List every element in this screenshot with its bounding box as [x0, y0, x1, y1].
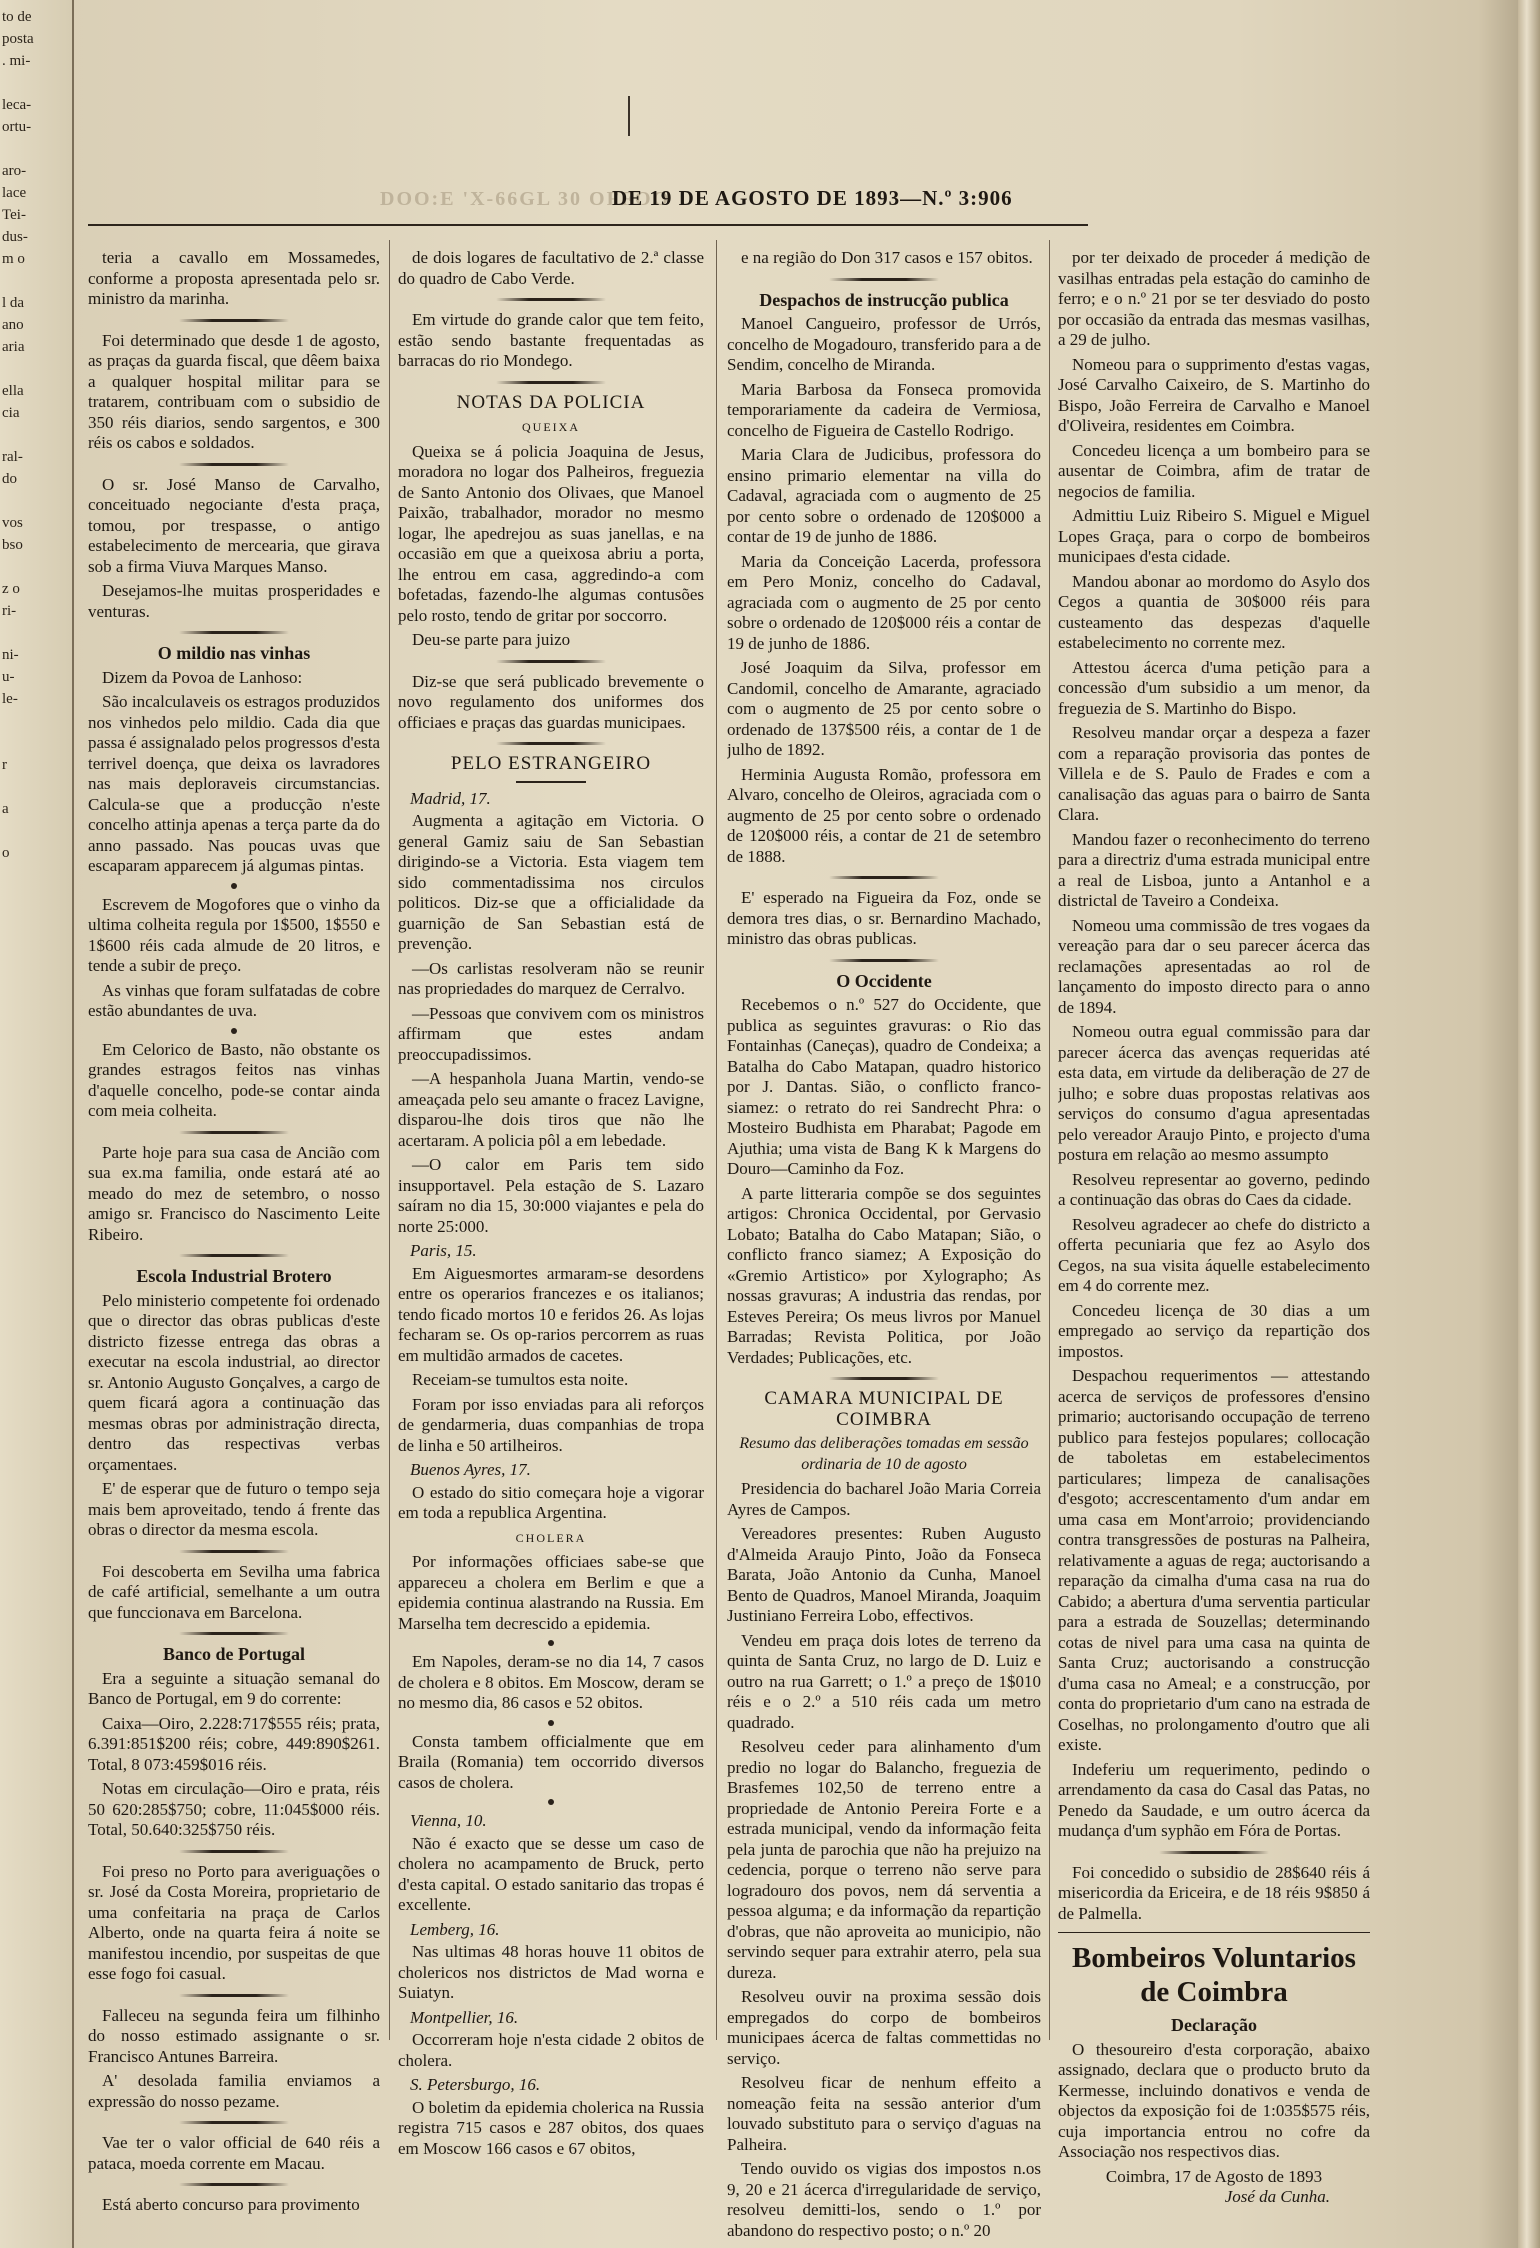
- paragraph: Em virtude do grande calor que tem feito, estão sendo bastante frequentadas as barracas do rio Mondego.: [398, 310, 704, 370]
- paragraph: Resolveu representar ao governo, pedindo a continuação das obras do Caes da cidade.: [1058, 1169, 1370, 1209]
- paragraph: O estado do sitio começara hoje a vigorar em toda a republica Argentina.: [398, 1482, 704, 1522]
- rule-separator: [496, 298, 606, 301]
- paragraph: Mandou fazer o reconhecimento do terreno para a directriz d'uma estrada municipal entre a real de Lisboa, junto a Antanhol e a districtal de Taveiro a Condeixa.: [1058, 829, 1370, 910]
- rule-separator: [179, 631, 289, 634]
- paragraph: Nas ultimas 48 horas houve 11 obitos de cholericos nos districtos de Mad worna e Suiatyn.: [398, 1942, 704, 2002]
- rule-separator: [516, 781, 586, 783]
- paragraph: Resolveu ceder para alinhamento d'um predio no logar do Balancho, freguezia de Brasfemes 102,50 de terreno entre a propriedade de Antonio Pereira Forte e a estrada municipal, vendo da informação feita pela junta de parochia que não ha prejuizo na cedencia, porque o terreno não serve para logradouro dos povos, nem dá serventia a pessoa alguma; e da informação da repartição d'obras, que não aproveita ao municipio, não servindo sequer para extrahir aterro, pela sua dureza.: [727, 1737, 1041, 1982]
- paragraph: Resolveu agradecer ao chefe do districto a offerta pecuniaria que fez ao Asylo dos Cegos, na sua visita áquelle estabelecimento em 4 do corrente mez.: [1058, 1214, 1370, 1295]
- header-date-issue: DE 19 DE AGOSTO DE 1893—N.º 3:906: [612, 186, 1013, 210]
- dateline: Madrid, 17.: [410, 788, 491, 808]
- paragraph: Era a seguinte a situação semanal do Banco de Portugal, em 9 do corrente:: [88, 1668, 380, 1708]
- rule-separator: [179, 319, 289, 322]
- dateline: Lemberg, 16.: [410, 1919, 500, 1939]
- paragraph: Nomeou outra egual commissão para dar parecer ácerca das avenças requeridas até esta data, em virtude da deliberação de 27 de julho; e sobre duas propostas relativas aos serviços do consumo d'agua apresentadas pelo vereador Araujo Pinto, e projecto d'uma postura em relação ao mesmo assumpto: [1058, 1022, 1370, 1164]
- paragraph: Resolveu ouvir na proxima sessão dois empregados do corpo de bombeiros municipaes ácerca de faltas commettidas no serviço.: [727, 1987, 1041, 2068]
- paragraph: As vinhas que foram sulfatadas de cobre estão abundantes de uva.: [88, 980, 380, 1020]
- paragraph: José Joaquim da Silva, professor em Candomil, concelho de Amarante, agraciado com o augmento de 25 por cento sobre o ordenado de 137$500 réis, a contar de 1 de julho de 1892.: [727, 658, 1041, 759]
- paragraph: Pelo ministerio competente foi ordenado que o director das obras publicas d'este districto fizesse entrega das obras a executar na escola industrial, ao director sr. Antonio Augusto Gonçalves, a cargo de quem ficará agora a continuação das mesmas obras por administração directa, dentro das respectivas verbas orçamentaes.: [88, 1290, 380, 1474]
- paragraph: Augmenta a agitação em Victoria. O general Gamiz saiu de San Sebastian dirigindo-se a Victoria. Esta viagem tem sido commentadissima nos circulos politicos. Diz-se que a officialidade da guarnição de San Sebastian está de prevenção.: [398, 811, 704, 953]
- section-heading: Escola Industrial Brotero: [136, 1266, 332, 1286]
- dot-separator: [548, 1720, 554, 1726]
- paragraph: —Os carlistas resolveram não se reunir nas propriedades do marquez de Cerralvo.: [398, 958, 704, 998]
- paragraph: Falleceu na segunda feira um filhinho do nosso estimado assignante o sr. Francisco Antunes Barreira.: [88, 2005, 380, 2066]
- ink-mark: [628, 96, 630, 136]
- paragraph: São incalculaveis os estragos produzidos nos vinhedos pelo mildio. Cada dia que passa é assignalado pelos progressos d'esta terrivel doença, que deixa os lavradores nas mais deploraveis circumstancias. Calcula-se que a producção n'este concelho attinja apenas a terça parte da do anno passado. Nas poucas uvas que escaparam apparecem já algumas pintas.: [88, 692, 380, 875]
- paragraph: O thesoureiro d'esta corporação, abaixo assignado, declara que o producto bruto da Kermesse, incluindo donativos e venda de objectos da exposição foi de 1:035$575 réis, cuja importancia entrou no cofre da Associação nos respectivos dias.: [1058, 2039, 1370, 2161]
- paragraph: Escrevem de Mogofores que o vinho da ultima colheita regula por 1$500, 1$550 e 1$600 réis cada almude de 20 litros, e tende a subir de preço.: [88, 894, 380, 975]
- rule-separator: [179, 2183, 289, 2186]
- dateline: Vienna, 10.: [410, 1811, 487, 1830]
- paragraph: Não é exacto que se desse um caso de cholera no acampamento de Bruck, perto d'esta capital. O estado sanitario das tropas é excellente.: [398, 1833, 704, 1914]
- rule-separator: [179, 1550, 289, 1553]
- paragraph: Attestou ácerca d'uma petição para a concessão d'um subsidio a um menor, da freguezia de S. Martinho do Bispo.: [1058, 657, 1370, 718]
- rule-separator: [829, 959, 939, 962]
- paragraph: Resolveu ficar de nenhum effeito a nomeação feita na sessão anterior d'um louvado substituto para o serviço d'aguas na Palheira.: [727, 2073, 1041, 2154]
- paragraph: A' desolada familia enviamos a expressão do nosso pezame.: [88, 2071, 380, 2111]
- paragraph: Tendo ouvido os vigias dos impostos n.os 9, 20 e 21 ácerca d'irregularidade de serviço, resolveu demitti-los, sendo o 1.º por abandono do respectivo posto; o n.º 20: [727, 2159, 1041, 2240]
- paragraph: Vendeu em praça dois lotes de terreno da quinta de Santa Cruz, no largo de D. Luiz e outro na rua Garrett; o 1.º a preço de 1$010 réis e o 2.º a 510 réis cada um metro quadrado.: [727, 1630, 1041, 1732]
- paragraph: Recebemos o n.º 527 do Occidente, que publica as seguintes gravuras: o Rio das Fontainhas (Caneças), quadro de Condeixa; a Batalha do Cabo Matapan, quadro historico por J. Dantas. Sião, o conflicto franco-siamez: o retrato do rei Sandrecht Phra: o Mosteiro Budhista em Pharabat; Pagode em Ajuthia; uma vista de Bang K k Margens do Douro—Caminho da Foz.: [727, 995, 1041, 1178]
- rule-separator: [496, 742, 606, 745]
- rule-separator: [179, 1994, 289, 1997]
- column-1: [88, 248, 380, 2220]
- column-4: [1058, 248, 1370, 2208]
- paragraph: Deu-se parte para juizo: [412, 630, 571, 649]
- rule-separator: [179, 1254, 289, 1257]
- paragraph: Foram por isso enviadas para ali reforços de gendarmeria, duas companhias de tropa de linha e 50 artilheiros.: [398, 1394, 704, 1455]
- paragraph: Em Aiguesmortes armaram-se desordens entre os operarios francezes e os italianos; tendo ficado mortos 10 e feridos 26. As lojas fecharam se. Os op-rarios percorrem as ruas em multidão armados de cacetes.: [398, 1263, 704, 1365]
- dateline: Paris, 15.: [410, 1241, 477, 1260]
- paragraph: Resolveu mandar orçar a despeza a fazer com a reparação provisoria das pontes de Villela e de S. Paulo de Frades e com a canalisação das aguas para o bairro de Santa Clara.: [1058, 723, 1370, 824]
- paragraph: Maria Barbosa da Fonseca promovida temporariamente da cadeira de Vermiosa, concelho de Figueira de Castello Rodrigo.: [727, 379, 1041, 440]
- notice-date: Coimbra, 17 de Agosto de 1893: [1105, 2166, 1323, 2186]
- rule-separator: [179, 1850, 289, 1853]
- section-title: PELO ESTRANGEIRO: [450, 753, 652, 774]
- paragraph: Indeferiu um requerimento, pedindo o arrendamento da casa do Casal das Patas, no Penedo da Saudade, e um outro ácerca da mudança d'um syphão em Fóra de Portas.: [1058, 1759, 1370, 1840]
- paragraph: Foi concedido o subsidio de 28$640 réis á misericordia da Ericeira, e de 18 réis 9$850 á de Palmella.: [1058, 1862, 1370, 1923]
- paragraph: Desejamos-lhe muitas prosperidades e venturas.: [88, 581, 380, 621]
- paragraph: Vereadores presentes: Ruben Augusto d'Almeida Araujo Pinto, João da Fonseca Barata, João Antonio da Cunha, Manoel Bento de Quadros, Manoel Miranda, Joaquim Justiniano Ferreira Lobo, effectivos.: [727, 1524, 1041, 1625]
- rule-separator: [829, 1377, 939, 1380]
- dot-separator: [548, 1799, 554, 1805]
- paragraph: Concedeu licença a um bombeiro para se ausentar de Coimbra, afim de tratar de negocios de familia.: [1058, 440, 1370, 501]
- paragraph: Nomeou uma commissão de tres vogaes da vereação para dar o seu parecer ácerca das reclamações apresentadas ao rol de lançamento do imposto directo para o anno de 1894.: [1058, 915, 1370, 1017]
- paragraph: Mandou abonar ao mordomo do Asylo dos Cegos a quantia de 30$000 réis para custeamento das despezas d'aquelle estabelecimento no corrente mez.: [1058, 571, 1370, 652]
- paragraph: O sr. José Manso de Carvalho, conceituado negociante d'esta praça, tomou, por trespasse, o antigo estabelecimento de mercearia, que girava sob a firma Viuva Marques Manso.: [88, 474, 380, 576]
- paragraph: Receiam-se tumultos esta noite.: [412, 1370, 629, 1389]
- paragraph: Foi preso no Porto para averiguações o sr. José da Costa Moreira, proprietario de uma confeitaria na praça de Carlos Alberto, onde na quarta feira á noite se manifestou incendio, por suspeitas de que esse fogo foi casual.: [88, 1861, 380, 1983]
- section-heading: Despachos de instrucção publica: [759, 289, 1009, 310]
- page-right-edge: [1518, 0, 1540, 2248]
- section-heading: O mildio nas vinhas: [157, 643, 311, 663]
- header-rule: [88, 224, 1088, 226]
- section-title: NOTAS DA POLICIA: [456, 391, 646, 413]
- dateline: S. Petersburgo, 16.: [410, 2075, 541, 2094]
- paragraph: Despachou requerimentos — attestando acerca de serviços de professores d'ensino primario; auctorisando occupação de terreno publico para festejos populares; collocação de taboletas em estabelecimentos particulares; limpeza de canalisações d'esgoto; accrescentamento d'um andar em uma casa em Mont'arroio; providenciando contra transgressões de posturas na Palheira, relativamente a aguas de rega; auctorisando a reparação da cimalha d'uma casa na rua do Cabido; a abertura d'uma serventia particular para a estrada de Souzellas; determinando cotas de nivel para uma casa na quinta de Santa Cruz; auctorisando a construcção d'uma casa no Ameal; e a construcção, por conta do proprietario d'um cano na estrada de Coselhas, no prolongamento d'outro que ali existe.: [1058, 1366, 1370, 1754]
- rule-separator: [179, 1131, 289, 1134]
- section-heading: Banco de Portugal: [163, 1644, 305, 1664]
- rule-separator: [1058, 1932, 1370, 1933]
- rule-separator: [179, 1632, 289, 1635]
- paragraph: Em Napoles, deram-se no dia 14, 7 casos de cholera e 8 obitos. Em Moscow, deram se no mesmo dia, 86 casos e 52 obitos.: [398, 1652, 704, 1712]
- subheading: CHOLERA: [515, 1530, 587, 1545]
- notice-title: Bombeiros Voluntarios de Coimbra: [1072, 1942, 1356, 2008]
- section-title: CAMARA MUNICIPAL DE COIMBRA: [764, 1388, 1004, 1430]
- paragraph: Foi descoberta em Sevilha uma fabrica de café artificial, semelhante a um outra que funccionava em Barcelona.: [88, 1561, 380, 1622]
- paragraph: —Pessoas que convivem com os ministros affirmam que estes andam preoccupadissimos.: [398, 1003, 704, 1064]
- paragraph: Presidencia do bacharel João Maria Correia Ayres de Campos.: [727, 1479, 1041, 1519]
- rule-separator: [1159, 1851, 1269, 1854]
- rule-separator: [829, 278, 939, 281]
- paragraph: Nomeou para o supprimento d'estas vagas, José Carvalho Caixeiro, de S. Martinho do Bispo, João Ferreira de Carvalho e Manoel d'Oliveira, residentes em Coimbra.: [1058, 354, 1370, 435]
- paragraph: Dizem da Povoa de Lanhoso:: [102, 667, 303, 687]
- paragraph: O boletim da epidemia cholerica na Russia registra 715 casos e 287 obitos, dos quaes em Moscow 166 casos e 67 obitos,: [398, 2097, 704, 2158]
- paragraph: Consta tambem officialmente que em Braila (Romania) tem occorrido diversos casos de cholera.: [398, 1731, 704, 1792]
- paragraph: E' de esperar que de futuro o tempo seja mais bem aproveitado, tendo á frente das obras o director da mesma escola.: [88, 1479, 380, 1539]
- dot-separator: [548, 1640, 554, 1646]
- paragraph: Notas em circulação—Oiro e prata, réis 50 620:285$750; cobre, 11:045$000 réis. Total, 50.640:325$750 réis.: [88, 1779, 380, 1839]
- paragraph: Queixa se á policia Joaquina de Jesus, moradora no logar dos Palheiros, freguezia de Santo Antonio dos Olivaes, que Manoel Paixão, trabalhador, morador no mesmo logar, lhe apedrejou as suas janellas, e na occasião em que a queixosa abriu a porta, lhe entrou em casa, aggredindo-a com bofetadas, fazendo-lhe algumas contusões pelo rosto, tendo de gritar por soccorro.: [398, 441, 704, 625]
- paragraph: Por informações officiaes sabe-se que appareceu a cholera em Berlim e que a epidemia continua alastrando na Russia. Em Marselha tem decrescido a epidemia.: [398, 1552, 704, 1633]
- paragraph: Vae ter o valor official de 640 réis a pataca, moeda corrente em Macau.: [88, 2133, 380, 2173]
- rule-separator: [179, 463, 289, 466]
- paragraph: teria a cavallo em Mossamedes, conforme a proposta apresentada pelo sr. ministro da marinha.: [88, 248, 380, 308]
- paragraph: —O calor em Paris tem sido insupportavel. Pela estação de S. Lazaro saíram no dia 15, 30:000 viajantes e pela do norte 25:000.: [398, 1155, 704, 1236]
- dot-separator: [231, 1028, 237, 1034]
- paragraph: A parte litteraria compõe se dos seguintes artigos: Chronica Occidental, por Gervasio Lobato; Batalha do Cabo Matapan; Sião, o conflicto franco siamez; A Exposição do «Gremio Artistico» por Xylographo; As nossas gravuras; A industria das rendas, por Esteves Pereira; Os meus livros por Manuel Barradas; Revista Politica, por João Verdades; Publicações, etc.: [727, 1183, 1041, 1367]
- section-heading: Declaração: [1171, 2015, 1257, 2035]
- column-3: [727, 248, 1041, 2245]
- rule-separator: [179, 2121, 289, 2124]
- dateline: Montpellier, 16.: [410, 2007, 519, 2027]
- previous-page-text-fragments: to de posta . mi- leca- ortu- aro- lace Tei- dus- m o l da ano aria ella cia ral- do vos bso z o ri- ni- u- le- r a o: [2, 9, 34, 861]
- section-heading: O Occidente: [836, 970, 932, 991]
- paragraph: de dois logares de facultativo de 2.ª classe do quadro de Cabo Verde.: [398, 248, 704, 288]
- previous-page-margin: [0, 0, 74, 2248]
- column-divider: [389, 240, 390, 2040]
- paragraph: Foi determinado que desde 1 de agosto, as praças da guarda fiscal, que dêem baixa a qualquer hospital militar para se tratarem, contribuam com o subsidio de 350 réis diarios, sendo sargentos, e 300 réis os cabos e soldados.: [88, 330, 380, 452]
- subheading: QUEIXA: [522, 420, 580, 434]
- paragraph: Herminia Augusta Romão, professora em Alvaro, concelho de Oleiros, agraciada com o augmento de 25 por cento sobre o ordenado de 120$000 réis, a contar de 21 de setembro de 1888.: [727, 764, 1041, 866]
- dot-separator: [231, 883, 237, 889]
- paragraph: Concedeu licença de 30 dias a um empregado ao serviço da repartição dos impostos.: [1058, 1300, 1370, 1361]
- header-show-through: DOO:E 'X-66GL 30 OFFOO: [380, 188, 671, 210]
- section-subtitle: Resumo das deliberações tomadas em sessão ordinaria de 10 de agosto: [739, 1435, 1029, 1473]
- column-divider: [1049, 240, 1050, 2040]
- paragraph: Admittiu Luiz Ribeiro S. Miguel e Miguel Lopes Graça, para o corpo de bombeiros municipaes d'esta cidade.: [1058, 506, 1370, 566]
- paragraph: Em Celorico de Basto, não obstante os grandes estragos feitos nas vinhas d'aquelle concelho, pode-se contar ainda com meia colheita.: [88, 1039, 380, 1120]
- column-2: [398, 248, 704, 2163]
- paragraph: Caixa—Oiro, 2.228:717$555 réis; prata, 6.391:851$200 réis; cobre, 449:890$261. Total, 8 073:459$016 réis.: [88, 1713, 380, 1774]
- paragraph: Manoel Cangueiro, professor de Urrós, concelho de Mogadouro, transferido para a de Sendim, concelho de Miranda.: [727, 314, 1041, 374]
- paragraph: por ter deixado de proceder á medição de vasilhas entradas pela estação do caminho de ferro; e o n.º 21 por se ter desviado do posto por occasião da entrada das mesmas vasilhas, a 29 de julho.: [1058, 248, 1370, 349]
- dateline: Buenos Ayres, 17.: [410, 1460, 531, 1479]
- rule-separator: [496, 381, 606, 384]
- rule-separator: [496, 660, 606, 663]
- signature: José da Cunha.: [1224, 2187, 1330, 2206]
- paragraph: Diz-se que será publicado brevemente o novo regulamento dos uniformes dos officiaes e praças das guardas municipaes.: [398, 671, 704, 732]
- paragraph: Maria Clara de Judicibus, professora do ensino primario elementar na villa do Cadaval, agraciada com o augmento de 25 por cento sobre o ordenado de 120$000 a contar de 19 de junho de 1886.: [727, 445, 1041, 546]
- paragraph: —A hespanhola Juana Martin, vendo-se ameaçada pelo seu amante o fracez Lavigne, disparou-lhe dois tiros que não lhe acertaram. A policia pôl a em lebedade.: [398, 1069, 704, 1150]
- column-divider: [716, 240, 717, 2040]
- paragraph: E' esperado na Figueira da Foz, onde se demora tres dias, o sr. Bernardino Machado, ministro das obras publicas.: [727, 888, 1041, 948]
- paragraph: Parte hoje para sua casa de Ancião com sua ex.ma familia, onde estará até ao meado do mez de setembro, o nosso amigo sr. Francisco do Nascimento Leite Ribeiro.: [88, 1142, 380, 1244]
- rule-separator: [829, 876, 939, 879]
- paragraph: Está aberto concurso para provimento: [102, 2195, 360, 2214]
- paragraph: Maria da Conceição Lacerda, professora em Pero Moniz, concelho do Cadaval, agraciada com o augmento de 25 por cento sobre o ordenado de 120$000 réis a contar de 19 de junho de 1886.: [727, 551, 1041, 653]
- paragraph: Occorreram hoje n'esta cidade 2 obitos de cholera.: [398, 2030, 704, 2070]
- page-header: [380, 186, 1200, 216]
- paragraph: e na região do Don 317 casos e 157 obitos.: [741, 248, 1033, 267]
